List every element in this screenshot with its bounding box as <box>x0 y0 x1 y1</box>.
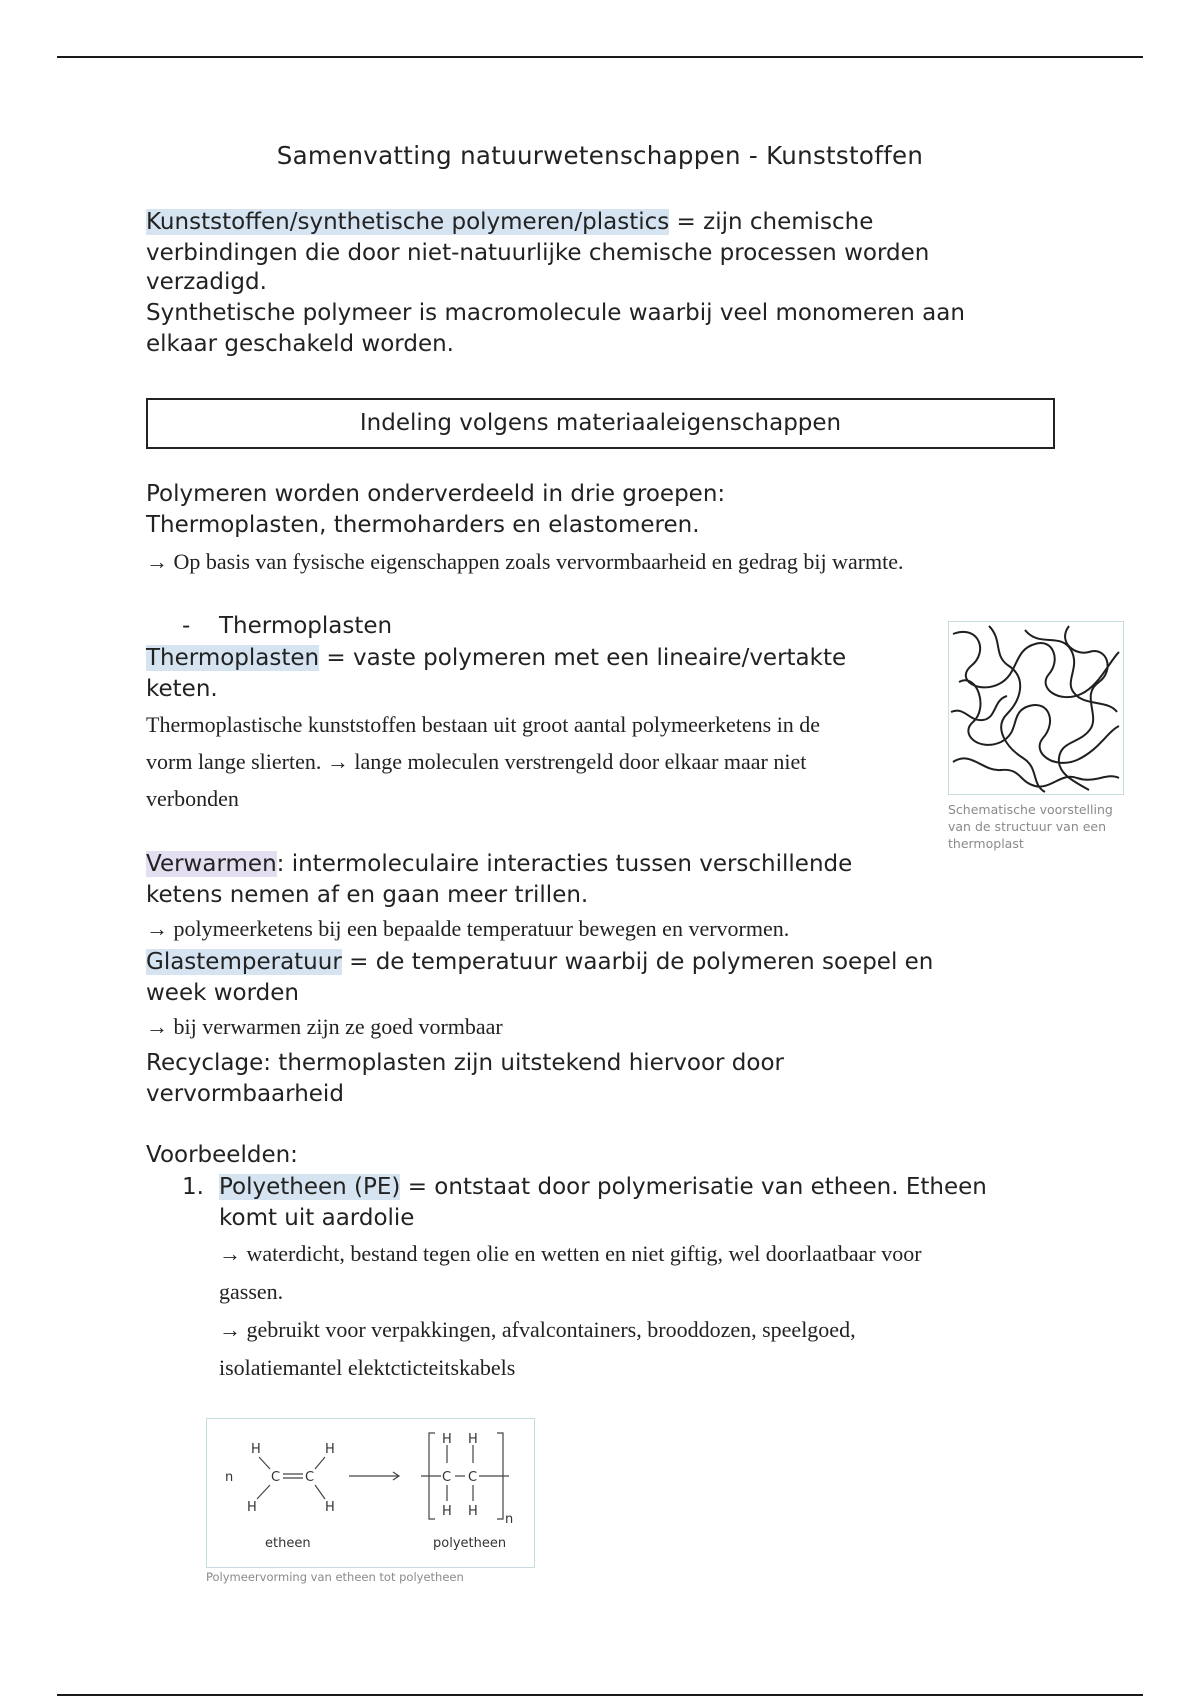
intro-line-5: elkaar geschakeld worden. <box>146 331 454 357</box>
thermo-definition: Thermoplasten = vaste polymeren met een lineaire/vertakte keten. <box>146 645 847 702</box>
highlight-term: Thermoplasten <box>146 645 320 671</box>
bottom-rule <box>57 1694 1143 1696</box>
groups-note: → Op basis van fysische eigenschappen zoals vervormbaarheid en gedrag bij warmte. <box>146 549 904 574</box>
section-heading-box: Indeling volgens materiaaleigenschappen <box>146 398 1055 449</box>
atom-h: H <box>325 1500 335 1515</box>
highlight-term: Polyetheen (PE) <box>219 1174 401 1200</box>
highlight-term: Verwarmen <box>146 851 277 877</box>
thermoplast-structure-figure <box>948 621 1124 795</box>
example-notes: → waterdicht, bestand tegen olie en wetten en niet giftig, wel doorlaatbaar voor gassen. → gebruikt voor verpakkingen, afvalcontainers, brooddozen, speelgoed, isolatiemantel elektcticteitskabels <box>219 1241 922 1380</box>
atom-h: H <box>251 1442 261 1457</box>
thermo-heading: Thermoplasten <box>219 613 393 639</box>
chain <box>951 696 1007 720</box>
polymerization-figure <box>206 1418 535 1568</box>
intro-line-2: verbindingen die door niet-natuurlijke chemische processen worden <box>146 240 930 266</box>
label-etheen: etheen <box>265 1536 311 1551</box>
heat-note: → polymeerketens bij een bepaalde temperatuur bewegen en vervormen. <box>146 916 790 941</box>
example-polyetheen: Polyetheen (PE) = ontstaat door polymerisatie van etheen. Etheen komt uit aardolie <box>219 1174 987 1231</box>
intro-line-4: Synthetische polymeer is macromolecule waarbij veel monomeren aan <box>146 300 965 326</box>
thermoplast-figure-caption: Schematische voorstelling van de structuur van een thermoplast <box>948 802 1113 851</box>
bond <box>315 1457 325 1469</box>
highlight-term: Glastemperatuur <box>146 949 342 975</box>
atom-c: C <box>271 1470 281 1485</box>
intro-line-1: Kunststoffen/synthetische polymeren/plastics = zijn chemische <box>146 209 874 235</box>
groups-paragraph <box>146 479 1086 541</box>
intro-paragraph <box>146 207 1066 360</box>
atom-h: H <box>442 1504 452 1519</box>
coefficient-n: n <box>225 1470 234 1485</box>
chain <box>1059 626 1108 790</box>
polymerization-diagram <box>207 1419 534 1567</box>
chain <box>989 626 1045 792</box>
chain <box>959 680 1119 763</box>
atom-c: C <box>305 1470 315 1485</box>
polymerization-caption: Polymeervorming van etheen tot polyetheen <box>206 1570 464 1584</box>
glass-note: → bij verwarmen zijn ze goed vormbaar <box>146 1014 503 1039</box>
atom-c: C <box>468 1470 478 1485</box>
bullet-dash: - <box>182 613 191 639</box>
atom-h: H <box>468 1504 478 1519</box>
subscript-n: n <box>505 1512 514 1527</box>
example-number: 1. <box>182 1174 204 1200</box>
groups-line-2: Thermoplasten, thermoharders en elastomeren. <box>146 512 700 538</box>
atom-h: H <box>325 1442 335 1457</box>
label-polyetheen: polyetheen <box>433 1536 507 1551</box>
examples-heading: Voorbeelden: <box>146 1142 298 1168</box>
bond <box>259 1457 270 1469</box>
thermo-description: Thermoplastische kunststoffen bestaan uit groot aantal polymeerketens in de vorm lange slierten. → lange moleculen verstrengeld door elkaar maar niet verbonden <box>146 712 821 811</box>
bond <box>315 1485 325 1499</box>
tangled-chains-illustration <box>949 622 1123 794</box>
bond <box>257 1485 270 1499</box>
recycle-paragraph: Recyclage: thermoplasten zijn uitstekend hiervoor door vervormbaarheid <box>146 1050 785 1107</box>
heat-paragraph: Verwarmen: intermoleculaire interacties tussen verschillende ketens nemen af en gaan meer trillen. <box>146 851 853 908</box>
groups-line-1: Polymeren worden onderverdeeld in drie groepen: <box>146 481 726 507</box>
intro-line-3: verzadigd. <box>146 269 267 295</box>
atom-h: H <box>247 1500 257 1515</box>
atom-h: H <box>468 1432 478 1447</box>
top-rule <box>57 56 1143 58</box>
atom-h: H <box>442 1432 452 1447</box>
page-title: Samenvatting natuurwetenschappen - Kunststoffen <box>276 141 924 170</box>
glass-temperature-paragraph: Glastemperatuur = de temperatuur waarbij de polymeren soepel en week worden <box>146 949 934 1006</box>
atom-c: C <box>442 1470 452 1485</box>
highlight-term: Kunststoffen/synthetische polymeren/plastics <box>146 209 670 235</box>
